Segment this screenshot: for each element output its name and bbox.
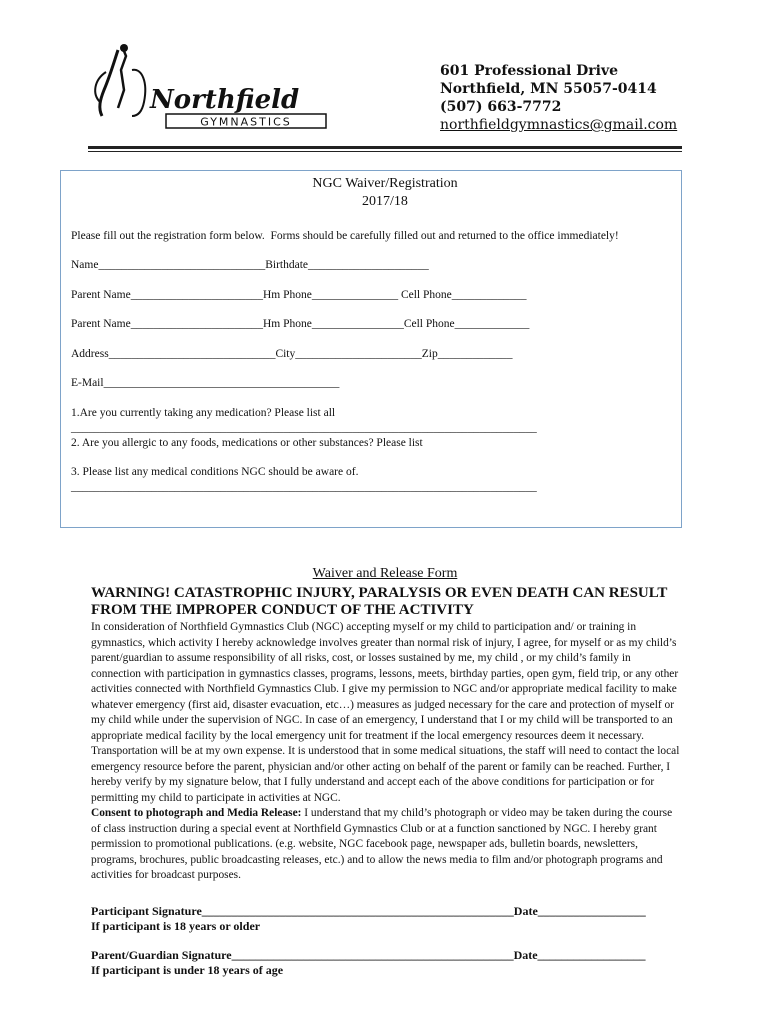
northfield-logo <box>88 42 338 134</box>
question-allergies: 2. Are you allergic to any foods, medications or other substances? Please list <box>71 437 423 449</box>
form-instructions: Please fill out the registration form below. Forms should be carefully filled out and returned to the office immediately! <box>71 230 619 242</box>
warning-heading: WARNING! CATASTROPHIC INJURY, PARALYSIS OR EVEN DEATH CAN RESULT FROM THE IMPROPER CONDUCT OF THE ACTIVITY <box>91 585 668 618</box>
phone-number: (507) 663-7772 <box>440 99 562 115</box>
consent-text: I understand that my child’s photograph or video may be taken during the course of class instruction during a special event at Northfield Gymnastics Club or at a function sanctioned by NGC. I hereby grant permission to promotional publications. (e.g. website, NGC facebook page, newspaper ads, bulletin boards, newsletters, programs, brochures, public broadcasting releases, etc.) and to allow the news media to film and/or photograph programs and activities for broadcast purposes. <box>91 807 673 881</box>
parent-2-field[interactable]: Parent Name_______________________Hm Phone________________Cell Phone_____________ <box>71 318 530 330</box>
participant-note: If participant is 18 years or older <box>91 919 261 933</box>
logo-wordmark: Northfield <box>150 85 300 115</box>
registration-year: 2017/18 <box>362 194 408 209</box>
guardian-note: If participant is under 18 years of age <box>91 963 284 977</box>
address-field[interactable]: Address_____________________________City______________________Zip_____________ <box>71 348 513 360</box>
waiver-body <box>91 620 683 884</box>
participant-signature-field[interactable]: Participant Signature____________________________________________________Date__________________ <box>91 904 646 918</box>
waiver-title: Waiver and Release Form <box>312 566 458 581</box>
conditions-answer-field[interactable]: _________________________________________________________________________________ <box>71 481 537 493</box>
guardian-signature-field[interactable]: Parent/Guardian Signature_______________________________________________Date__________________ <box>91 948 646 962</box>
header-rule-thick <box>88 146 682 149</box>
waiver-text: In consideration of Northfield Gymnastics Club (NGC) accepting myself or my child to participation and/ or training in gymnastics, which activity I hereby acknowledge involves greater than normal risk of injury, I agree, for myself or as my child’s parent/guardian to assume responsibility of all risks, cost, or losses sustained by me, my child , or my child’s family in connection with participation in gymnastics classes, programs, lessons, meets, birthday parties, open gym, field trip, or any other activities connected with Northfield Gymnastics Club. I give my permission to NGC and/or appropriate medical facility to make whatever emergency (first aid, disaster evacuation, etc…) measures as judged necessary for the care and protection of myself or my child while under the supervision of NGC. In case of an emergency, I understand that I or my child will be transported to an appropriate medical facility by the local emergency unit for treatment if the local emergency resources deem it necessary. Transportation will be at my own expense. It is understood that in some medical situations, the staff will need to contact the local emergency resource before the parent, physician and/or other acting on behalf of the parent or family can be reached. Further, I hereby verify by my signature below, that I fully understand and accept each of the above conditions for participation or for permitting my child to participate in activities at NGC. <box>91 621 680 804</box>
address-line-1: 601 Professional Drive <box>440 63 619 79</box>
registration-title: NGC Waiver/Registration <box>312 176 458 191</box>
contact-block <box>440 62 677 134</box>
question-conditions: 3. Please list any medical conditions NGC should be aware of. <box>71 466 359 478</box>
address-line-2: Northfield, MN 55057-0414 <box>440 81 657 97</box>
question-medication: 1.Are you currently taking any medication? Please list all <box>71 407 336 419</box>
email-link[interactable]: northfieldgymnastics@gmail.com <box>440 117 678 133</box>
gymnast-logo-icon <box>88 42 338 134</box>
email-field[interactable]: E-Mail_________________________________________ <box>71 377 340 389</box>
logo-subtext: GYMNASTICS <box>200 115 292 129</box>
medication-answer-field[interactable]: _________________________________________________________________________________ <box>71 422 537 434</box>
header-rule-thin <box>88 151 682 152</box>
name-birthdate-field[interactable]: Name_____________________________Birthdate_____________________ <box>71 259 429 271</box>
parent-1-field[interactable]: Parent Name_______________________Hm Phone_______________ Cell Phone_____________ <box>71 289 527 301</box>
consent-heading: Consent to photograph and Media Release: <box>91 807 302 819</box>
